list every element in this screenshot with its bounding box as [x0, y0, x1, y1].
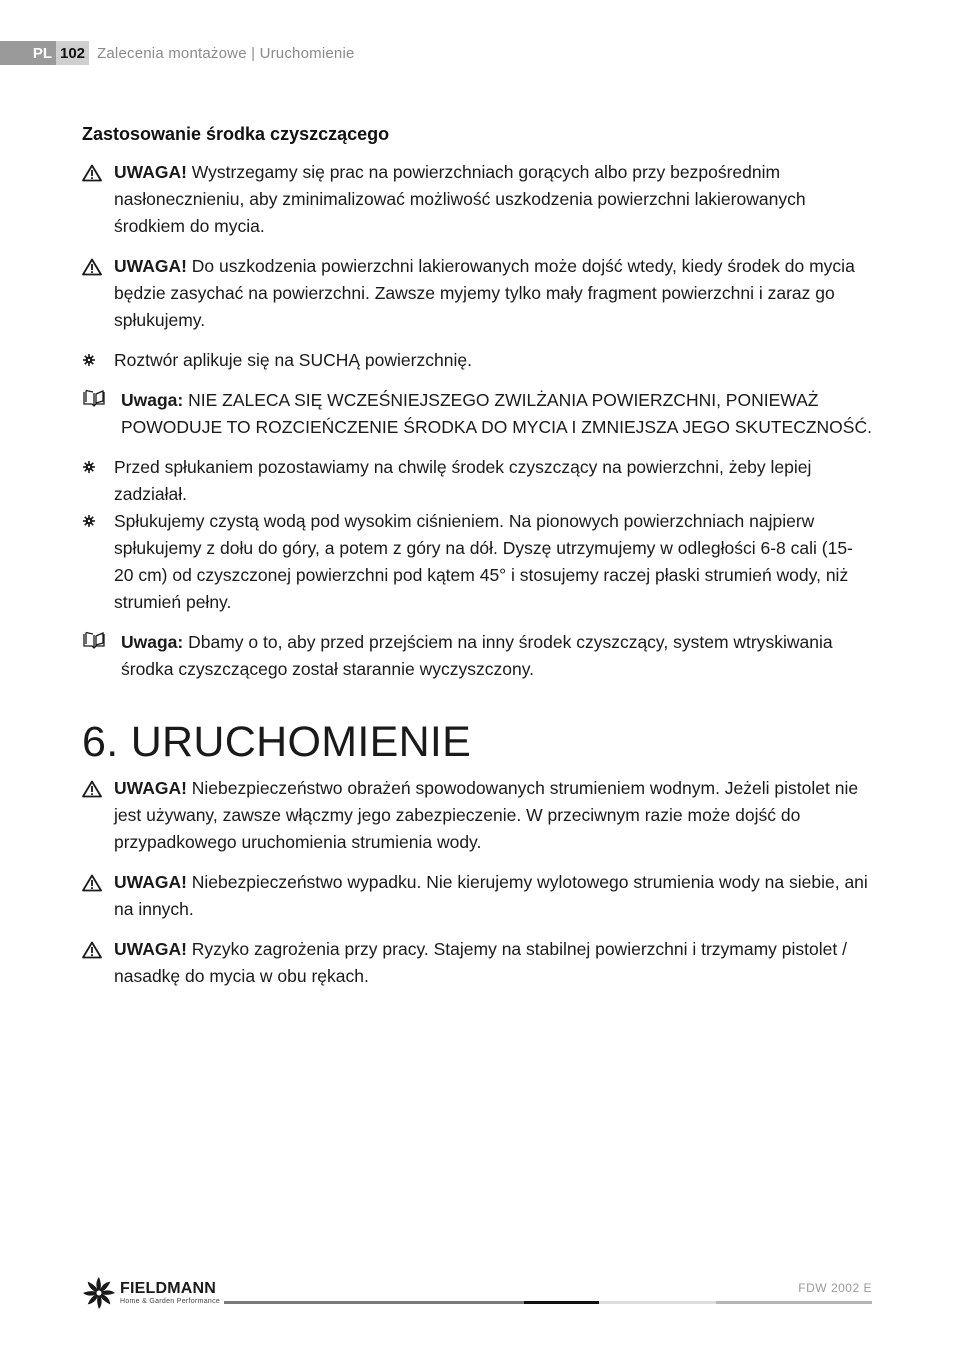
cleaning-warning-2 — [82, 253, 872, 334]
gear-bullet-icon — [83, 515, 95, 527]
warning-label: UWAGA! — [114, 872, 187, 892]
open-book-note-icon — [82, 389, 106, 407]
warning-text: Wystrzegamy się prac na powierzchniach gorących albo przy bezpośrednim nasłonecznieniu, aby zminimalizować możliwość uszkodzenia powierzchni lakierowanych środkiem do mycia. — [114, 162, 806, 236]
warning-text: Ryzyko zagrożenia przy pracy. Stajemy na stabilnej powierzchni i trzymamy pistolet / nasadkę do mycia w obu rękach. — [114, 939, 847, 986]
footer-line-mid — [716, 1301, 872, 1304]
model-number: FDW 2002 E — [798, 1281, 872, 1295]
startup-warning-3 — [82, 936, 872, 990]
page-number: 102 — [56, 41, 89, 65]
bullet-text: Spłukujemy czystą wodą pod wysokim ciśnieniem. Na pionowych powierzchniach najpierw spłukujemy z dołu do góry, a potem z góry na dół. Dyszę utrzymujemy w odległości 6-8 cali (15-20 cm) od czyszczonej powierzchni pod kątem 45° i stosujemy raczej płaski strumień wody, niż strumień pełny. — [114, 511, 853, 612]
footer-line-dark — [524, 1301, 599, 1304]
footer-line-light — [599, 1301, 716, 1304]
warning-text: Niebezpieczeństwo obrażeń spowodowanych strumieniem wodnym. Jeżeli pistolet nie jest używany, zawsze włączmy jego zabezpieczenie. W przeciwnym razie może dojść do przypadkowego uruchomienia strumienia wody. — [114, 778, 859, 852]
brand-logo — [82, 1276, 220, 1310]
note-text: NIE ZALECA SIĘ WCZEŚNIEJSZEGO ZWILŻANIA POWIERZCHNI, PONIEWAŻ POWODUJE TO ROZCIEŃCZENIE ŚRODKA DO MYCIA I ZMNIEJSZA JEGO SKUTECZNOŚĆ. — [121, 390, 872, 437]
footer-line-gray — [224, 1301, 524, 1304]
bullet-text: Roztwór aplikuje się na SUCHĄ powierzchnię. — [114, 350, 472, 370]
warning-label: UWAGA! — [114, 778, 187, 798]
language-tab: PL — [0, 41, 56, 65]
warning-label: UWAGA! — [114, 939, 187, 959]
note-label: Uwaga: — [121, 632, 184, 652]
warning-text: Niebezpieczeństwo wypadku. Nie kierujemy wylotowego strumienia wody na siebie, ani na innych. — [114, 872, 868, 919]
warning-text: Do uszkodzenia powierzchni lakierowanych może dojść wtedy, kiedy środek do mycia będzie zasychać na powierzchni. Zawsze myjemy tylko mały fragment powierzchni i zaraz go spłukujemy. — [114, 256, 855, 330]
open-book-note-icon — [82, 631, 106, 649]
cleaning-warning-1 — [82, 159, 872, 240]
logo-text — [120, 1280, 220, 1306]
page-header — [0, 41, 355, 65]
warning-triangle-icon — [82, 780, 102, 798]
cleaning-note-2 — [82, 629, 872, 683]
startup-warning-1 — [82, 775, 872, 856]
warning-triangle-icon — [82, 941, 102, 959]
header-title: Zalecenia montażowe | Uruchomienie — [97, 44, 355, 62]
brand-tagline: Home & Garden Performance — [120, 1298, 221, 1305]
brand-name: FIELDMANN — [120, 1280, 217, 1297]
bullet-text: Przed spłukaniem pozostawiamy na chwilę środek czyszczący na powierzchni, żeby lepiej zadziałał. — [114, 457, 812, 504]
fan-logo-icon — [82, 1276, 116, 1310]
cleaning-bullet-1 — [82, 347, 872, 374]
warning-triangle-icon — [82, 874, 102, 892]
warning-label: UWAGA! — [114, 162, 187, 182]
cleaning-bullet-2 — [82, 454, 872, 508]
main-content — [82, 124, 872, 990]
section-title-startup: 6. URUCHOMIENIE — [82, 718, 472, 766]
cleaning-note-1 — [82, 387, 872, 441]
note-label: Uwaga: — [121, 390, 184, 410]
cleaning-bullet-3 — [82, 508, 872, 616]
warning-label: UWAGA! — [114, 256, 187, 276]
gear-bullet-icon — [83, 354, 95, 366]
warning-triangle-icon — [82, 258, 102, 276]
startup-warning-2 — [82, 869, 872, 923]
warning-triangle-icon — [82, 164, 102, 182]
note-text: Dbamy o to, aby przed przejściem na inny środek czyszczący, system wtryskiwania środka czyszczącego został starannie wyczyszczony. — [121, 632, 833, 679]
gear-bullet-icon — [83, 461, 95, 473]
cleaning-heading: Zastosowanie środka czyszczącego — [82, 124, 390, 144]
